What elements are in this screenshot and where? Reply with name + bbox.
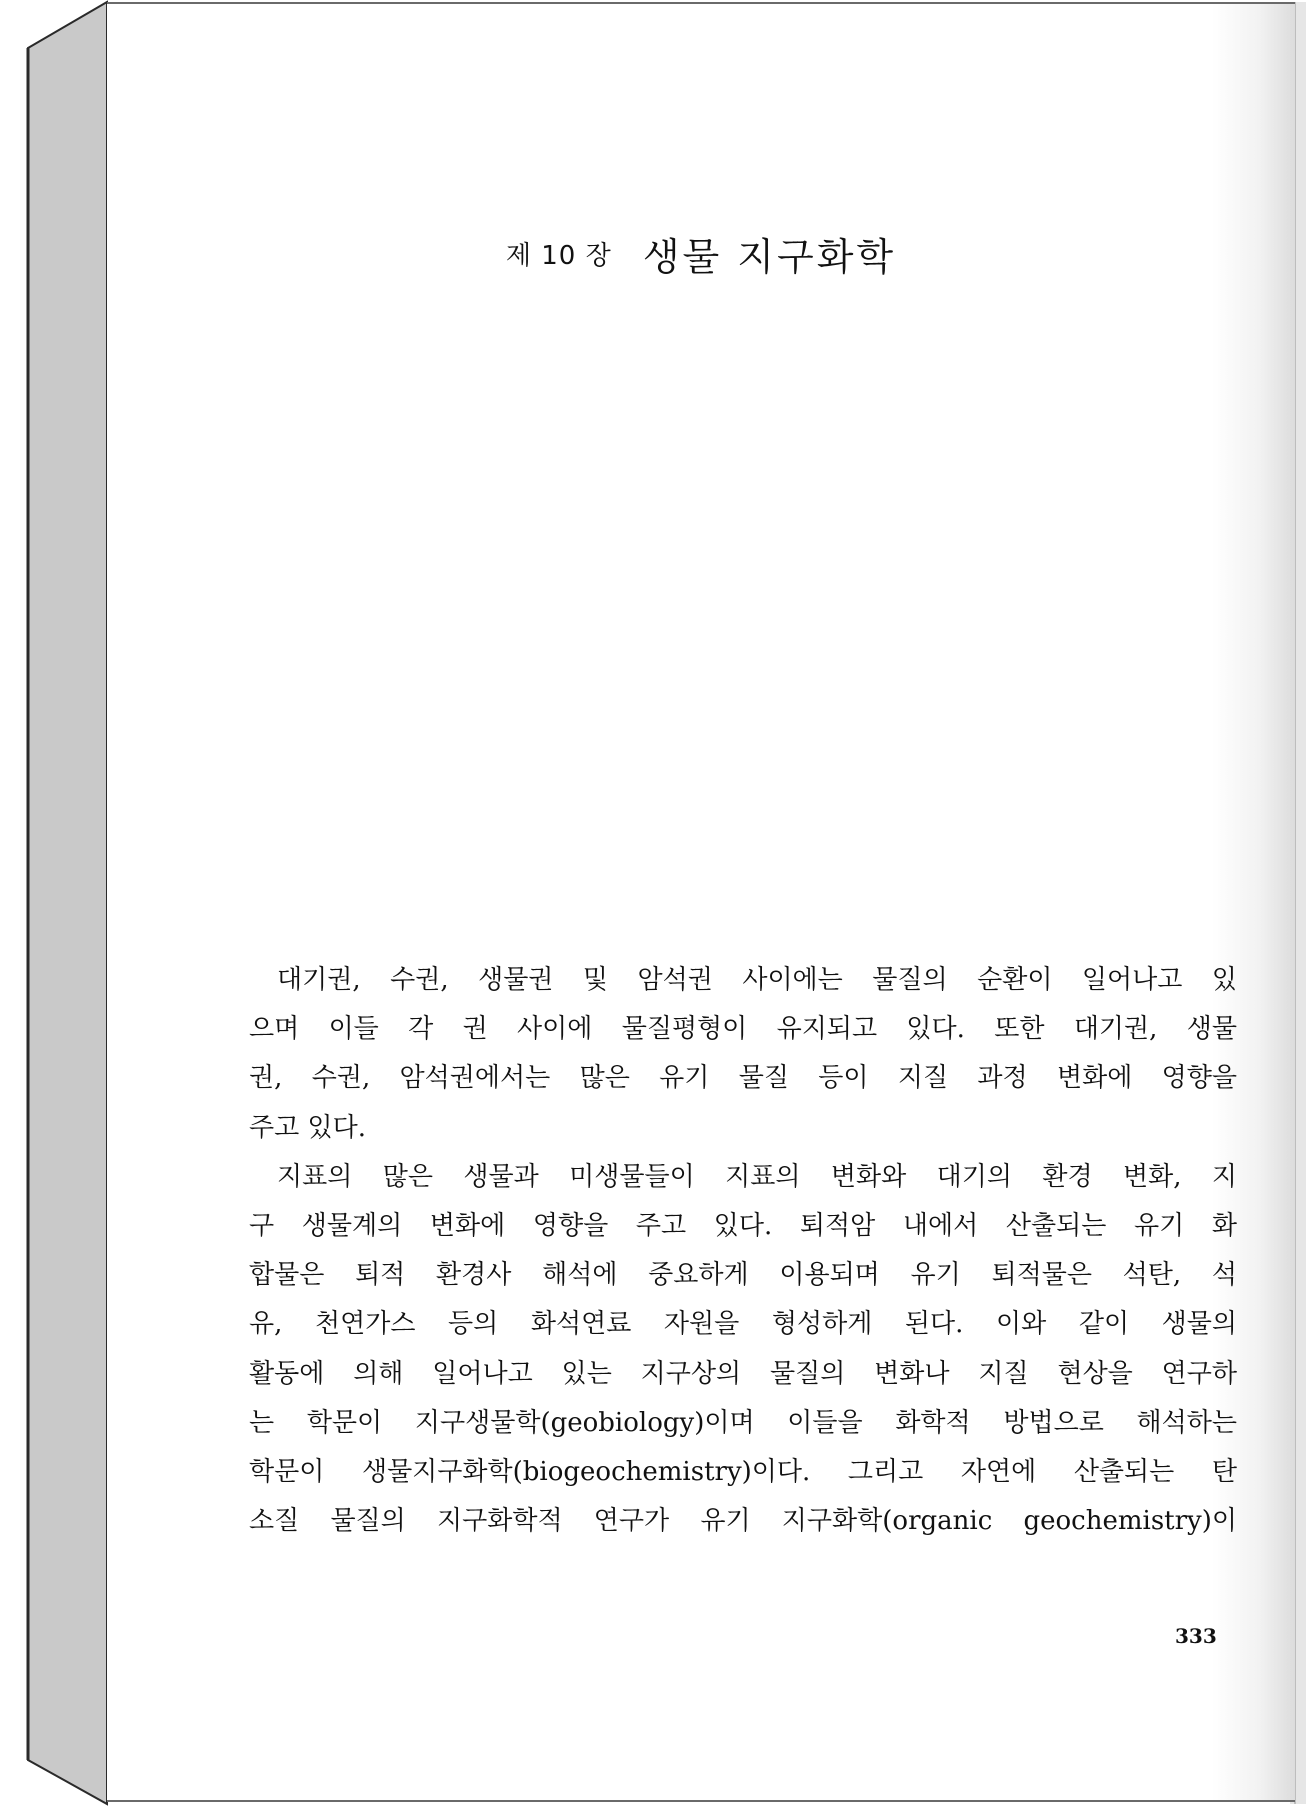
text-line: 는 학문이 지구생물학(geobiology)이며 이들을 화학적 방법으로 해석하는 [249, 1407, 1237, 1438]
body-text [249, 956, 1237, 1546]
text-line: 주고 있다. [249, 1112, 366, 1143]
text-line: 소질 물질의 지구화학적 연구가 유기 지구화학(organic geochemistry)이 [249, 1506, 1237, 1537]
chapter-number: 제 10 장 [505, 241, 612, 271]
text-line: 권, 수권, 암석권에서는 많은 유기 물질 등이 지질 과정 변화에 영향을 [249, 1063, 1237, 1094]
text-line: 유, 천연가스 등의 화석연료 자원을 형성하게 된다. 이와 같이 생물의 [249, 1309, 1237, 1340]
book-page [107, 2, 1295, 1802]
text-line: 대기권, 수권, 생물권 및 암석권 사이에는 물질의 순환이 일어나고 있 [277, 965, 1237, 995]
chapter-title: 생물 지구화학 [642, 235, 897, 279]
text-line: 구 생물계의 변화에 영향을 주고 있다. 퇴적암 내에서 산출되는 유기 화 [249, 1210, 1237, 1241]
chapter-heading [107, 226, 1295, 281]
text-line: 학문이 생물지구화학(biogeochemistry)이다. 그리고 자연에 산출되는 탄 [249, 1456, 1237, 1487]
text-line: 활동에 의해 일어나고 있는 지구상의 물질의 변화나 지질 현상을 연구하 [249, 1358, 1237, 1389]
text-line: 으며 이들 각 권 사이에 물질평형이 유지되고 있다. 또한 대기권, 생물 [249, 1014, 1237, 1045]
text-line: 지표의 많은 생물과 미생물들이 지표의 변화와 대기의 환경 변화, 지 [277, 1161, 1237, 1192]
text-line: 합물은 퇴적 환경사 해석에 중요하게 이용되며 유기 퇴적물은 석탄, 석 [249, 1260, 1237, 1291]
page-number: 333 [1175, 1624, 1217, 1648]
paragraph-2 [249, 1153, 1237, 1547]
paragraph-1 [249, 956, 1237, 1153]
